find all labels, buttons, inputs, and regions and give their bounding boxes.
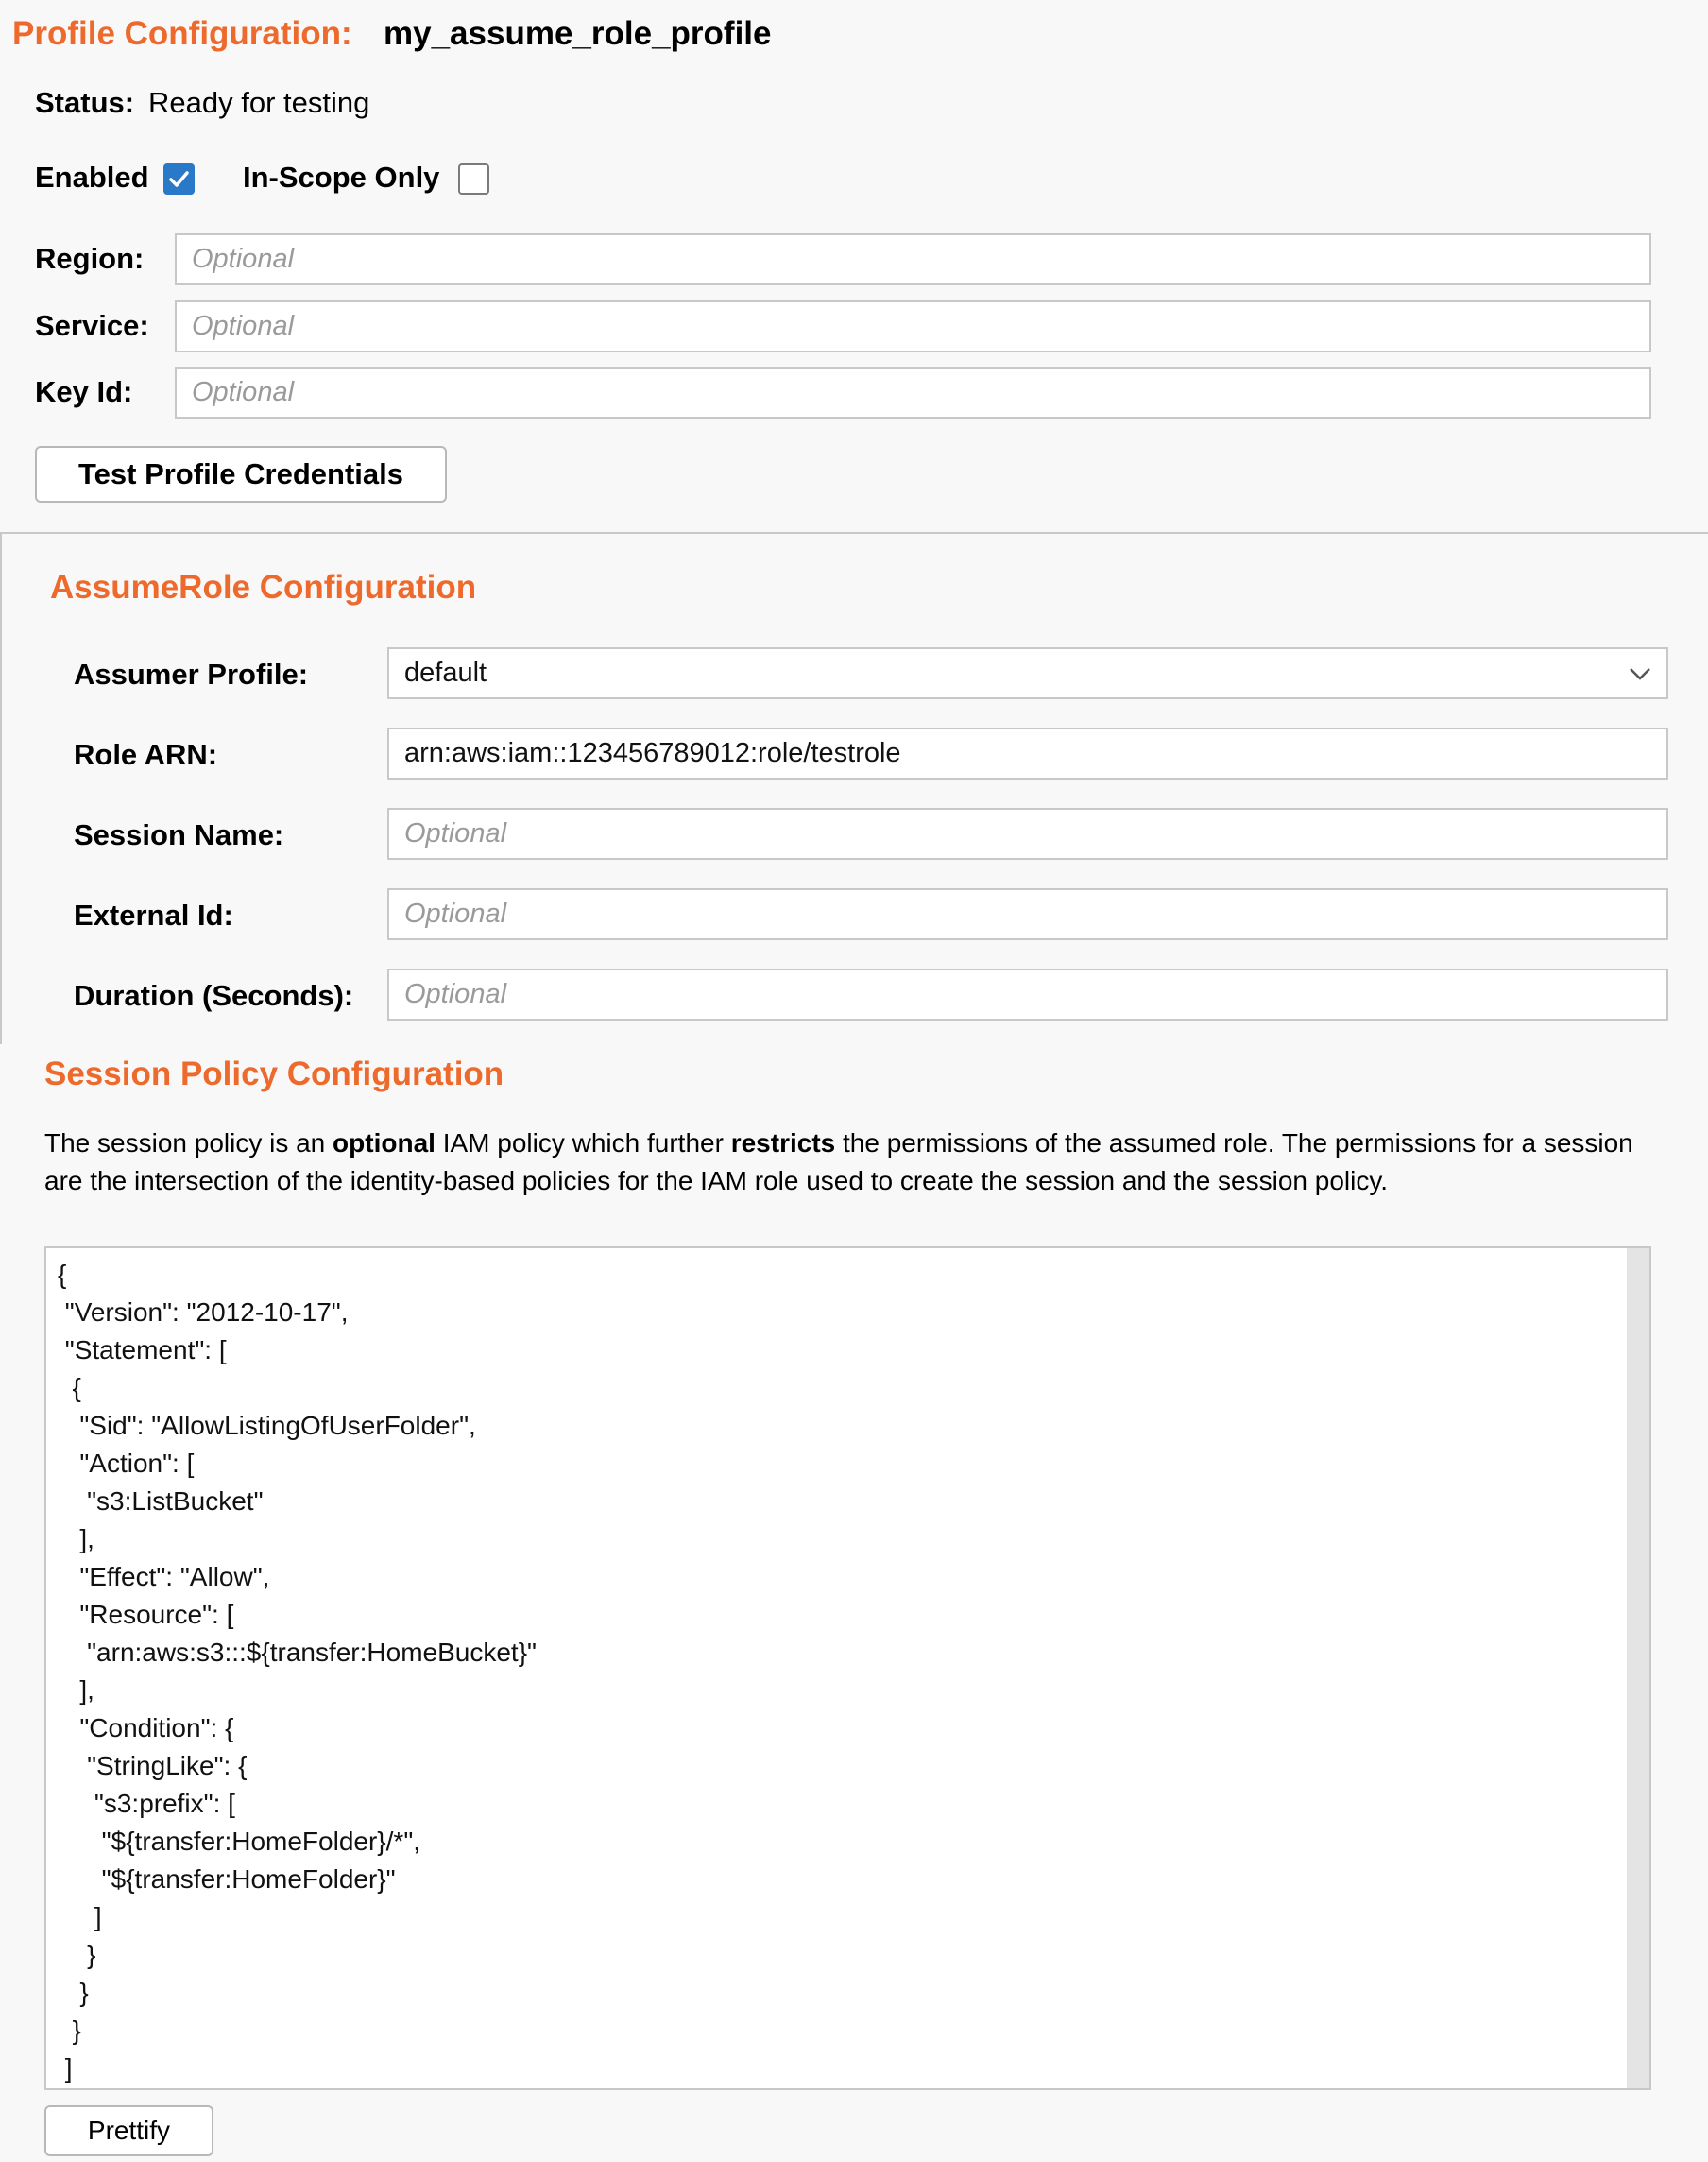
region-input[interactable]: Optional [175, 233, 1651, 285]
duration-input[interactable]: Optional [387, 969, 1668, 1021]
status-label: Status: [35, 86, 135, 119]
desc-text-3: the permissions of the assumed role. The permissions for a session are the intersection of the identity-based policies for the IAM role used to create the session and the session policy. [44, 1128, 1633, 1195]
session-policy-title: Session Policy Configuration [44, 1055, 504, 1092]
service-label: Service: [35, 309, 149, 342]
in-scope-label: In-Scope Only [243, 161, 440, 194]
chevron-down-icon [1629, 667, 1651, 680]
profile-name: my_assume_role_profile [384, 15, 772, 52]
test-profile-credentials-button[interactable]: Test Profile Credentials [35, 446, 447, 503]
editor-scrollbar[interactable] [1627, 1248, 1649, 2088]
duration-label: Duration (Seconds): [74, 979, 354, 1012]
assumer-profile-value: default [404, 658, 487, 688]
in-scope-checkbox[interactable] [458, 163, 489, 195]
page-title-label: Profile Configuration: [12, 15, 352, 52]
desc-bold-restricts: restricts [730, 1128, 836, 1158]
assume-role-section [0, 532, 1708, 1044]
enabled-checkbox[interactable] [163, 163, 195, 195]
enabled-label: Enabled [35, 161, 149, 194]
desc-bold-optional: optional [333, 1128, 436, 1158]
session-policy-editor[interactable] [44, 1246, 1651, 2090]
session-name-input[interactable]: Optional [387, 808, 1668, 860]
session-policy-description [44, 1124, 1669, 1200]
desc-text-2: IAM policy which further [435, 1128, 731, 1158]
external-id-input[interactable]: Optional [387, 888, 1668, 940]
assume-role-title: AssumeRole Configuration [50, 569, 477, 606]
status-value: Ready for testing [148, 86, 370, 119]
region-label: Region: [35, 242, 145, 275]
external-id-label: External Id: [74, 899, 233, 932]
key-id-label: Key Id: [35, 375, 133, 408]
role-arn-input[interactable]: arn:aws:iam::123456789012:role/testrole [387, 728, 1668, 780]
key-id-input[interactable]: Optional [175, 367, 1651, 419]
role-arn-label: Role ARN: [74, 738, 218, 771]
service-input[interactable]: Optional [175, 300, 1651, 352]
policy-json-text[interactable]: { "Version": "2012-10-17", "Statement": [ { "Sid": "AllowListingOfUserFolder", "Action": [ "s3:ListBucket" ], "Effect": "Allow", "Resource": [ "arn:aws:s3:::${transfer:HomeBucket}" ], "Condition": { "StringLike": { "s3:prefix": [ "${transfer:HomeFolder}/*", "${transfer:HomeFolder}" ] } } } ] [58, 1260, 537, 2083]
assumer-profile-select[interactable] [387, 647, 1668, 699]
session-name-label: Session Name: [74, 818, 284, 851]
checkmark-icon [168, 168, 190, 190]
desc-text-1: The session policy is an [44, 1128, 333, 1158]
prettify-button[interactable]: Prettify [44, 2105, 214, 2156]
assumer-profile-label: Assumer Profile: [74, 658, 309, 691]
